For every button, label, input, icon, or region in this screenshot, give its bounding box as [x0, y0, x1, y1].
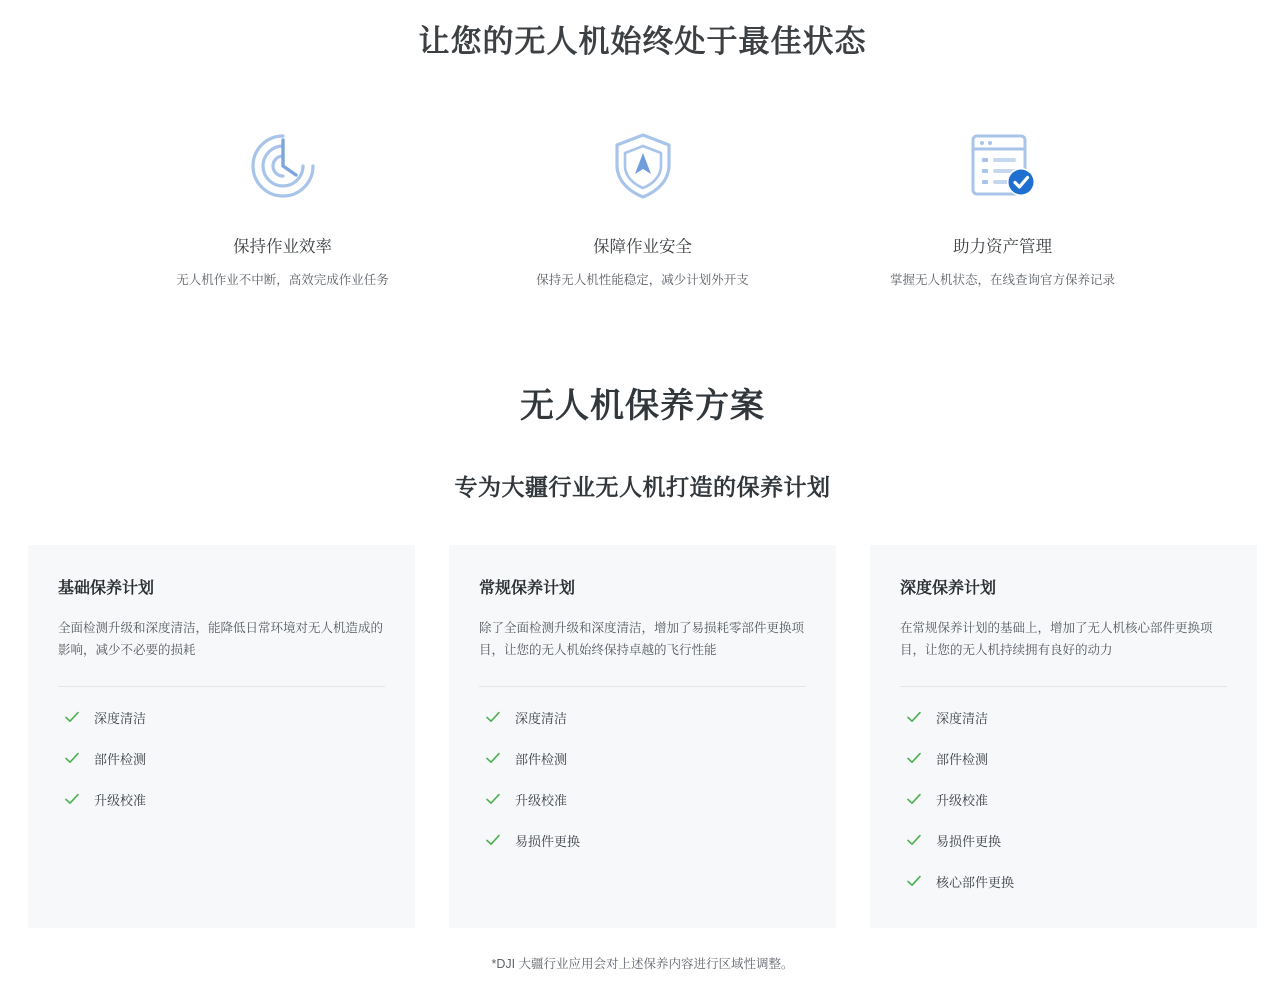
- check-icon: [485, 791, 501, 807]
- benefit-item: [463, 123, 823, 290]
- check-icon: [906, 791, 922, 807]
- list-item: [58, 697, 385, 738]
- page-title: 让您的无人机始终处于最佳状态: [418, 24, 867, 59]
- benefits-row: [0, 123, 1285, 290]
- benefit-desc: 无人机作业不中断，高效完成作业任务: [176, 273, 389, 287]
- section-title: 无人机保养方案: [520, 386, 765, 425]
- feature-label: 升级校准: [94, 792, 147, 808]
- shield-drone-icon: [473, 123, 813, 209]
- check-icon: [485, 832, 501, 848]
- check-icon: [906, 709, 922, 725]
- feature-label: 升级校准: [515, 792, 568, 808]
- feature-label: 深度清洁: [936, 710, 989, 726]
- feature-label: 部件检测: [936, 751, 989, 767]
- benefit-item: [103, 123, 463, 290]
- check-icon: [485, 750, 501, 766]
- list-item: [479, 820, 806, 861]
- plan-cards: [28, 545, 1257, 928]
- benefit-desc: 掌握无人机状态，在线查询官方保养记录: [889, 273, 1115, 287]
- check-icon: [64, 709, 80, 725]
- benefit-desc: 保持无人机性能稳定，减少计划外开支: [536, 273, 749, 287]
- feature-list: [479, 697, 806, 861]
- list-item: [900, 779, 1227, 820]
- footnote: *DJI 大疆行业应用会对上述保养内容进行区域性调整。: [491, 956, 794, 971]
- feature-label: 升级校准: [936, 792, 989, 808]
- feature-label: 核心部件更换: [936, 874, 1015, 890]
- plan-description: 全面检测升级和深度清洁，能降低日常环境对无人机造成的影响，减少不必要的损耗: [58, 618, 385, 687]
- benefit-item: [823, 123, 1183, 290]
- feature-label: 部件检测: [94, 751, 147, 767]
- feature-label: 深度清洁: [94, 710, 147, 726]
- list-item: [479, 738, 806, 779]
- plan-description: 在常规保养计划的基础上，增加了无人机核心部件更换项目，让您的无人机持续拥有良好的动力: [900, 618, 1227, 687]
- plan-card-regular[interactable]: [449, 545, 836, 928]
- plan-name: 常规保养计划: [479, 579, 576, 597]
- check-icon: [906, 750, 922, 766]
- list-item: [900, 820, 1227, 861]
- check-icon: [485, 709, 501, 725]
- feature-label: 易损件更换: [936, 833, 1002, 849]
- section-subtitle: 专为大疆行业无人机打造的保养计划: [454, 473, 831, 500]
- plan-card-deep[interactable]: [870, 545, 1257, 928]
- list-item: [479, 697, 806, 738]
- check-icon: [64, 750, 80, 766]
- checklist-check-icon: [833, 123, 1173, 209]
- benefit-title: 保持作业效率: [233, 238, 332, 256]
- list-item: [58, 779, 385, 820]
- clock-radar-icon: [113, 123, 453, 209]
- benefit-title: 保障作业安全: [593, 238, 692, 256]
- list-item: [479, 779, 806, 820]
- feature-label: 易损件更换: [515, 833, 581, 849]
- feature-list: [58, 697, 385, 820]
- plan-name: 基础保养计划: [58, 579, 155, 597]
- benefit-title: 助力资产管理: [953, 238, 1052, 256]
- list-item: [900, 738, 1227, 779]
- feature-label: 部件检测: [515, 751, 568, 767]
- list-item: [900, 861, 1227, 902]
- check-icon: [906, 873, 922, 889]
- plan-description: 除了全面检测升级和深度清洁，增加了易损耗零部件更换项目，让您的无人机始终保持卓越的飞行性能: [479, 618, 806, 687]
- plan-name: 深度保养计划: [900, 579, 997, 597]
- list-item: [58, 738, 385, 779]
- check-icon: [64, 791, 80, 807]
- feature-label: 深度清洁: [515, 710, 568, 726]
- plan-card-basic[interactable]: [28, 545, 415, 928]
- check-icon: [906, 832, 922, 848]
- list-item: [900, 697, 1227, 738]
- feature-list: [900, 697, 1227, 902]
